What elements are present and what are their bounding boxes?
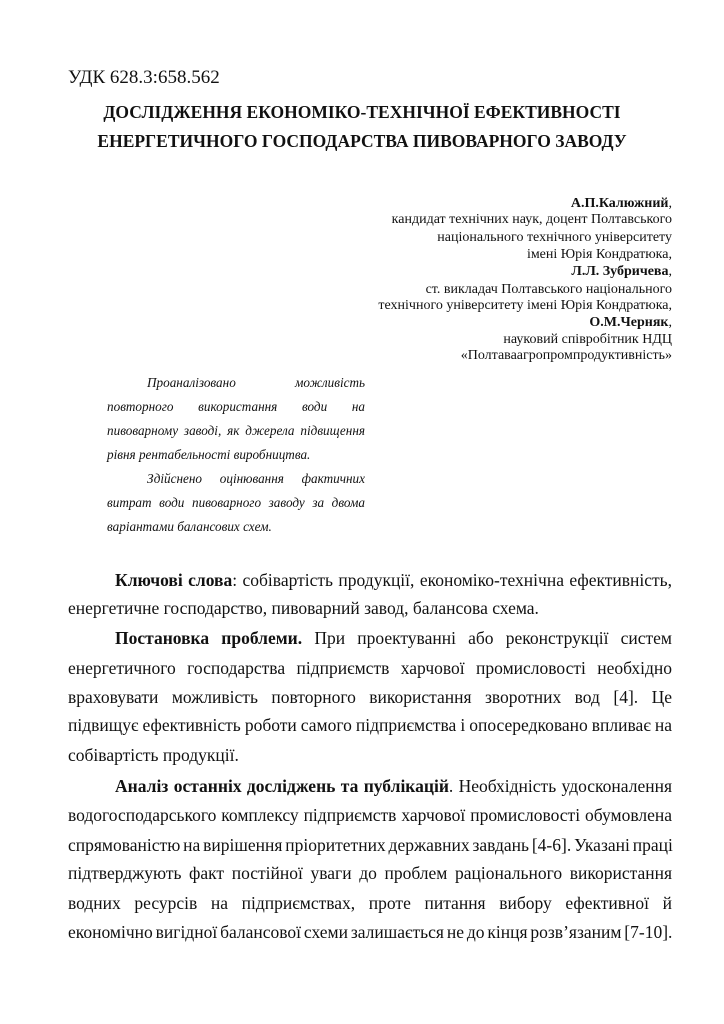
body-line: спрямованістю на вирішення пріоритетних державних завдань [4-6]. Указані праці — [68, 835, 673, 855]
author-affiliation: технічного університету імені Юрія Кондратюка, — [378, 298, 672, 313]
analysis-heading: Аналіз останніх досліджень та публікацій — [115, 776, 449, 796]
body-line: підвищує ефективність роботи самого підприємства і опосередковано впливає на — [68, 715, 672, 735]
author-name: А.П.Калюжний — [570, 196, 669, 211]
udk-code: УДК 628.3:658.562 — [68, 67, 220, 88]
problem-line — [115, 627, 672, 649]
comma: , — [668, 196, 672, 211]
body-line: собівартість продукції. — [68, 745, 239, 765]
author-affiliation: науковий співробітник НДЦ — [503, 332, 672, 347]
text: . Необхідність удосконалення — [448, 776, 672, 796]
body-line: енергетичного господарства підприємств харчової промисловості необхідно — [68, 658, 672, 678]
text: При проектуванні або реконструкції систем — [302, 628, 673, 648]
analysis-line — [115, 775, 672, 797]
abstract-line: варіантами балансових схем. — [107, 519, 272, 534]
abstract-line: повторного використання води на — [107, 399, 365, 414]
author-3 — [589, 314, 672, 331]
abstract-line: Здійснено оцінювання фактичних — [147, 471, 365, 486]
author-2 — [571, 263, 672, 280]
body-line: економічно вигідної балансової схеми залишається не до кінця розв’язаним [7-10]. — [68, 922, 673, 942]
abstract-line: витрат води пивоварного заводу за двома — [107, 495, 365, 510]
author-affiliation: національного технічного університету — [437, 230, 672, 245]
abstract-line: пивоварному заводі, як джерела підвищення — [107, 423, 365, 438]
author-affiliation: ст. викладач Полтавського національного — [425, 282, 672, 297]
author-name: Л.Л. Зубричева — [571, 264, 669, 279]
comma: , — [668, 264, 672, 279]
keywords-heading: Ключові слова — [115, 570, 233, 590]
body-line: підтверджують факт постійної уваги до проблем раціонального використання — [68, 863, 672, 883]
author-affiliation: «Полтаваагропромпродуктивність» — [460, 348, 672, 363]
abstract-line: рівня рентабельності виробництва. — [107, 447, 311, 462]
body-line: водогосподарського комплексу підприємств харчової промисловості обумовлена — [68, 805, 672, 825]
abstract-line: Проаналізовано можливість — [147, 375, 365, 390]
problem-heading: Постановка проблеми. — [115, 628, 303, 648]
page-title-line-1: ДОСЛІДЖЕННЯ ЕКОНОМІКО-ТЕХНІЧНОЇ ЕФЕКТИВНОСТІ — [103, 102, 621, 122]
body-line: враховувати можливість повторного використання зворотних вод [4]. Це — [68, 687, 672, 707]
page-title-line-2: ЕНЕРГЕТИЧНОГО ГОСПОДАРСТВА ПИВОВАРНОГО ЗАВОДУ — [97, 131, 627, 151]
text: : собівартість продукції, економіко-технічна ефективність, — [232, 570, 673, 590]
comma: , — [668, 315, 672, 330]
author-affiliation: кандидат технічних наук, доцент Полтавського — [391, 212, 672, 227]
author-name: О.М.Черняк — [589, 315, 669, 330]
author-1 — [571, 195, 672, 212]
keywords-line — [115, 569, 672, 591]
body-line: енергетичне господарство, пивоварний завод, балансова схема. — [68, 598, 539, 618]
author-affiliation: імені Юрія Кондратюка, — [526, 247, 672, 262]
body-line: водних ресурсів на підприємствах, проте питання вибору ефективної й — [68, 893, 672, 913]
